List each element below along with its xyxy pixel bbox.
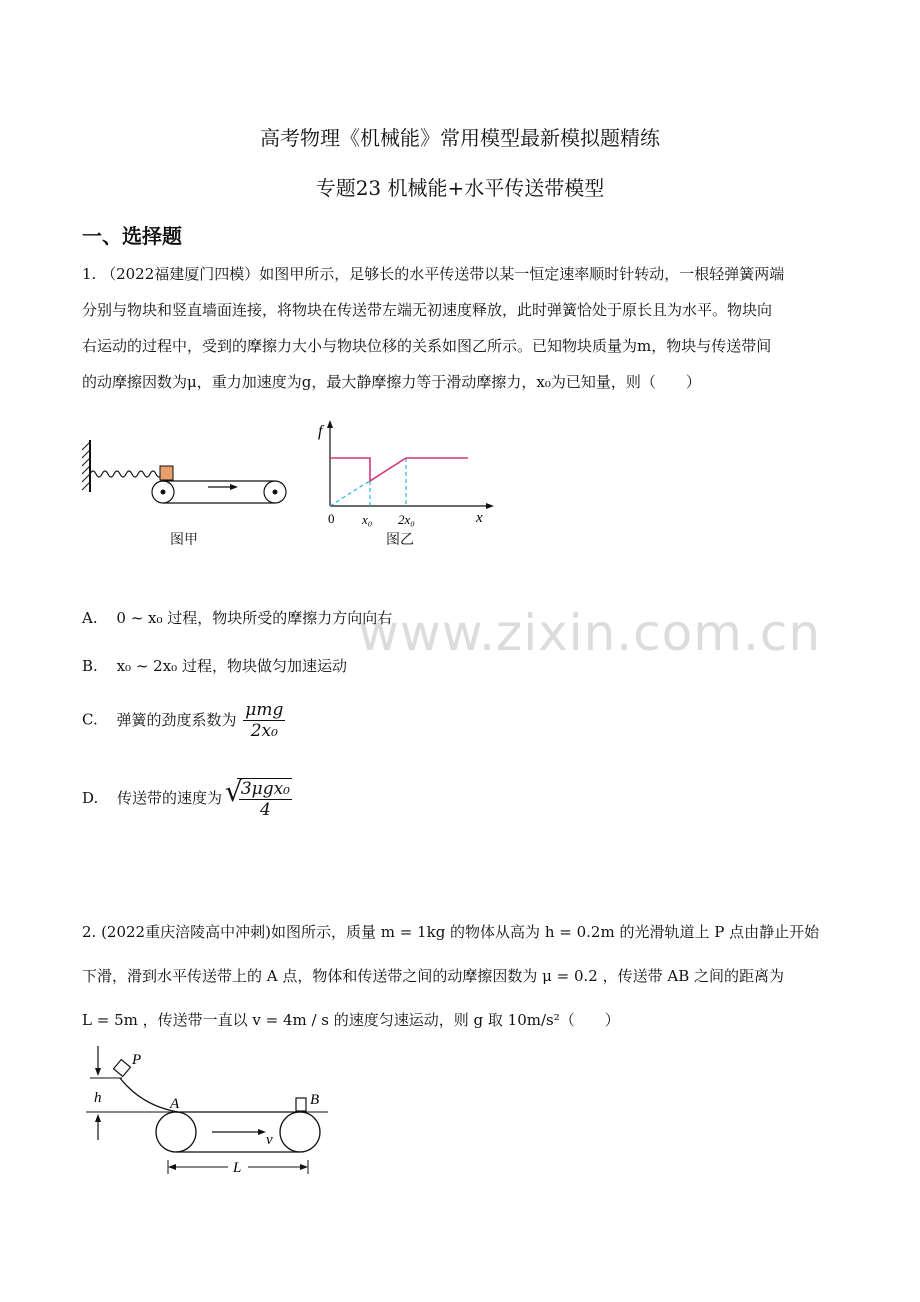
option-d-sqrt: [237, 778, 292, 820]
option-b-text: x₀ ~ 2x₀ 过程，物块做匀加速运动: [116, 657, 347, 675]
q2-line-2: 下滑，滑到水平传送带上的 A 点，物体和传送带之间的动摩擦因数为 μ = 0.2 ，传送带 AB 之间的距离为: [82, 967, 785, 985]
l-label: L: [233, 1160, 242, 1176]
tick-x0: x₀: [362, 512, 373, 527]
question-1-text: [82, 256, 842, 400]
option-d-label: D.: [82, 789, 99, 807]
document-title: 高考物理《机械能》常用模型最新模拟题精练: [260, 126, 660, 150]
v-label: v: [266, 1132, 273, 1148]
q1-line-4: 的动摩擦因数为μ，重力加速度为g，最大静摩擦力等于滑动摩擦力，x₀为已知量，则（ ）: [82, 373, 701, 391]
figure-b-caption: 图乙: [386, 532, 414, 548]
block-p: [114, 1060, 131, 1077]
option-b-label: B.: [82, 657, 98, 675]
figure-b-friction-graph: [312, 418, 512, 530]
document-subtitle: 专题23 机械能+水平传送带模型: [315, 176, 605, 200]
belt-right-pulley: [280, 1112, 320, 1152]
option-d-denominator: 4: [260, 800, 271, 820]
section-heading: 一、选择题: [82, 224, 182, 248]
q1-line-1: 1. （2022福建厦门四模）如图甲所示，足够长的水平传送带以某一恒定速率顺时针转动，一根轻弹簧两端: [82, 265, 785, 283]
option-d-numerator: √ 3μgx₀: [240, 779, 290, 799]
option-d[interactable]: [82, 778, 292, 820]
p-label: P: [132, 1052, 142, 1068]
block: [160, 466, 173, 480]
x-axis-label: x: [476, 510, 483, 526]
option-d-text: 传送带的速度为: [117, 789, 223, 807]
origin-label: 0: [328, 511, 335, 526]
option-b[interactable]: [82, 655, 347, 676]
block-b: [296, 1098, 306, 1111]
question-2-text: [82, 910, 842, 1042]
option-c[interactable]: [82, 700, 285, 741]
option-c-text: 弹簧的劲度系数为: [116, 710, 237, 729]
y-axis-label: f: [318, 423, 323, 440]
figure-a-caption: 图甲: [170, 532, 198, 548]
option-a-label: A.: [82, 609, 98, 627]
figure-a-spring-belt: [78, 430, 298, 520]
tick-2x0: 2x₀: [398, 512, 415, 527]
wall-hatch: [82, 442, 90, 490]
option-c-numerator: μmg: [245, 700, 284, 720]
q2-line-1: 2. (2022重庆涪陵高中冲刺)如图所示，质量 m = 1kg 的物体从高为 h = 0.2m 的光滑轨道上 P 点由静止开始: [82, 923, 820, 941]
option-c-label: C.: [82, 710, 98, 729]
q2-line-3: L = 5m ，传送带一直以 v = 4m / s 的速度匀速运动，则 g 取 10m/s²（ ）: [82, 1011, 620, 1029]
belt-left-pulley: [156, 1112, 196, 1152]
friction-curve: [330, 458, 468, 481]
option-c-denominator: 2x₀: [250, 721, 278, 741]
figure-q2-ramp-belt: [82, 1040, 332, 1180]
watermark: www.zixin.com.cn: [358, 604, 822, 662]
option-c-fraction: [243, 700, 285, 741]
q1-line-3: 右运动的过程中，受到的摩擦力大小与物块位移的关系如图乙所示。已知物块质量为m，物块与传送带间: [82, 337, 772, 355]
option-a[interactable]: [82, 607, 392, 628]
a-label: A: [170, 1096, 180, 1112]
option-a-text: 0 ~ x₀ 过程，物块所受的摩擦力方向向右: [116, 609, 393, 627]
q1-line-2: 分别与物块和竖直墙面连接，将物块在传送带左端无初速度释放，此时弹簧恰处于原长且为水平。物块向: [82, 301, 773, 319]
spring: [90, 471, 166, 477]
b-label: B: [310, 1092, 320, 1108]
option-d-fraction: [239, 779, 292, 820]
h-label: h: [94, 1090, 102, 1106]
